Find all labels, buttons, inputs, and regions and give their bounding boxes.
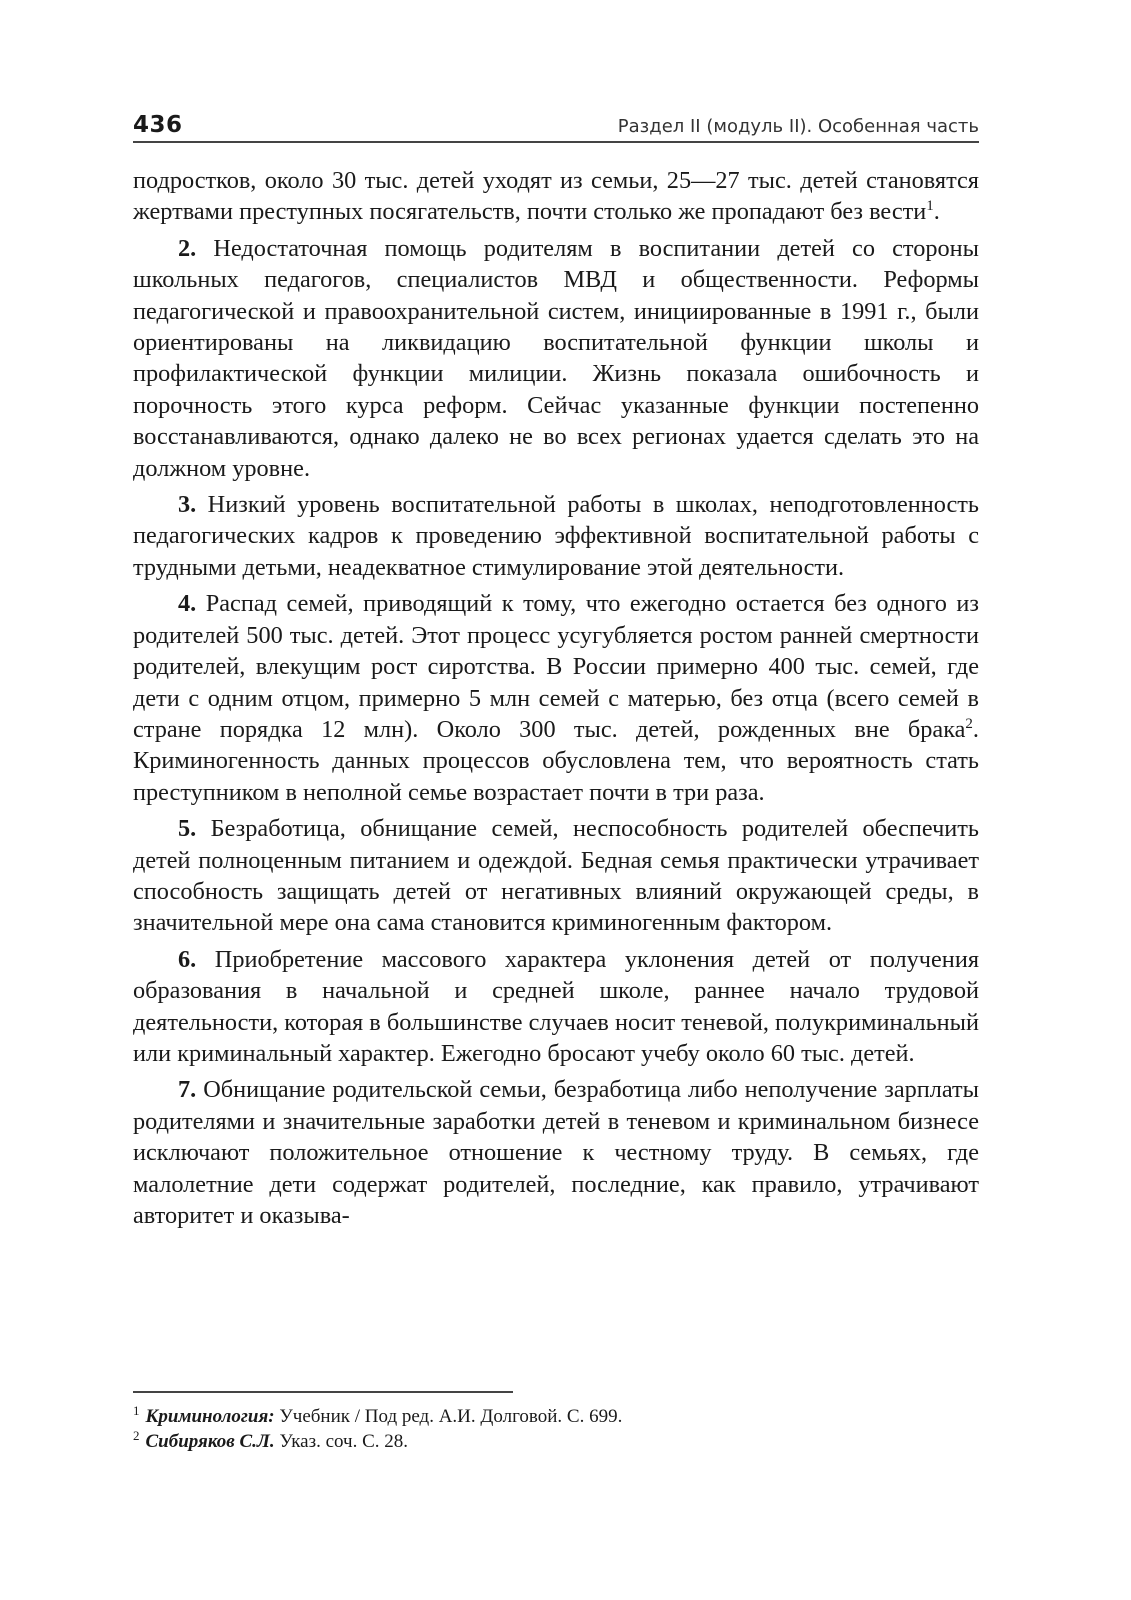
footnote-author: Криминология: — [145, 1406, 275, 1427]
item-text: Низкий уровень воспитательной работы в школах, неподготовленность педагогических кадров к проведению эффективной воспитательной работы с трудными детьми, неадекватное стимулирование этой деятельности. — [133, 491, 979, 581]
footnote-ref[interactable]: 2 — [965, 715, 973, 732]
paragraph-text: подростков, около 30 тыс. детей уходят из семьи, 25—27 тыс. детей становятся жертвами преступных посягательств, почти столько же пропадают без вести — [133, 167, 979, 226]
footnote-number: 2 — [133, 1427, 140, 1443]
header-rule — [133, 141, 979, 143]
item-text: Распад семей, приводящий к тому, что ежегодно остается без одного из родителей 500 тыс. детей. Этот процесс усугубляется ростом ранней смертности родителей, влекущим рост сиротства. В России примерно 400 тыс. семей, где дети с одним отцом, примерно 5 млн семей с матерью, без отца (всего семей в стране порядка 12 млн). Около 300 тыс. детей, рожденных вне брака — [133, 590, 979, 743]
list-item-7 — [133, 1074, 979, 1231]
footnote-rule — [133, 1391, 513, 1393]
item-text: . Криминогенность данных процессов обусловлена тем, что вероятность стать преступником в неполной семье возрастает почти в три раза. — [133, 715, 979, 806]
page-number: 436 — [133, 112, 183, 138]
list-item-3 — [133, 489, 979, 583]
item-number: 7. — [178, 1076, 197, 1104]
item-number: 6. — [178, 945, 197, 973]
list-item-5 — [133, 813, 979, 939]
list-item-2 — [133, 233, 979, 484]
footnote-author: Сибиряков С.Л. — [145, 1431, 275, 1452]
footnote-2 — [133, 1429, 979, 1454]
footnotes — [133, 1404, 979, 1454]
item-text: Обнищание родительской семьи, безработица либо неполучение зарплаты родителями и значительные заработки детей в теневом и криминальном бизнесе исключают положительное отношение к честному труду. В семьях, где малолетние дети содержат родителей, последние, как правило, утрачивают авторитет и оказыва- — [133, 1076, 979, 1229]
footnote-number: 1 — [133, 1402, 140, 1418]
item-number: 2. — [178, 234, 197, 262]
item-number: 4. — [178, 590, 197, 618]
body-text — [133, 165, 979, 1231]
item-text: Приобретение массового характера уклонения детей от получения образования в начальной и средней школе, раннее начало трудовой деятельности, которая в большинстве случаев носит теневой, полукриминальный или криминальный характер. Ежегодно бросают учебу около 60 тыс. детей. — [133, 945, 979, 1067]
item-number: 5. — [178, 815, 197, 843]
footnote-text: Учебник / Под ред. А.И. Долговой. С. 699. — [274, 1406, 623, 1427]
item-text: Недостаточная помощь родителям в воспитании детей со стороны школьных педагогов, специалистов МВД и общественности. Реформы педагогической и правоохранительной систем, инициированные в 1991 г., были ориентированы на ликвидацию воспитательной функции школы и профилактической функции милиции. Жизнь показала ошибочность и порочность этого курса реформ. Сейчас указанные функции постепенно восстанавливаются, однако далеко не во всех регионах удается сделать это на должном уровне. — [133, 234, 979, 482]
footnote-1 — [133, 1404, 979, 1429]
footnote-text: Указ. соч. С. 28. — [274, 1431, 409, 1452]
item-number: 3. — [178, 491, 197, 519]
paragraph-text: . — [933, 198, 940, 226]
paragraph-continued — [133, 165, 979, 228]
list-item-4 — [133, 588, 979, 808]
list-item-6 — [133, 944, 979, 1070]
running-head: Раздел II (модуль II). Особенная часть — [617, 116, 979, 137]
footnote-ref[interactable]: 1 — [926, 198, 934, 215]
item-text: Безработица, обнищание семей, неспособность родителей обеспечить детей полноценным питанием и одеждой. Бедная семья практически утрачивает способность защищать детей от негативных влияний окружающей среды, в значительной мере она сама становится криминогенным фактором. — [133, 815, 979, 937]
